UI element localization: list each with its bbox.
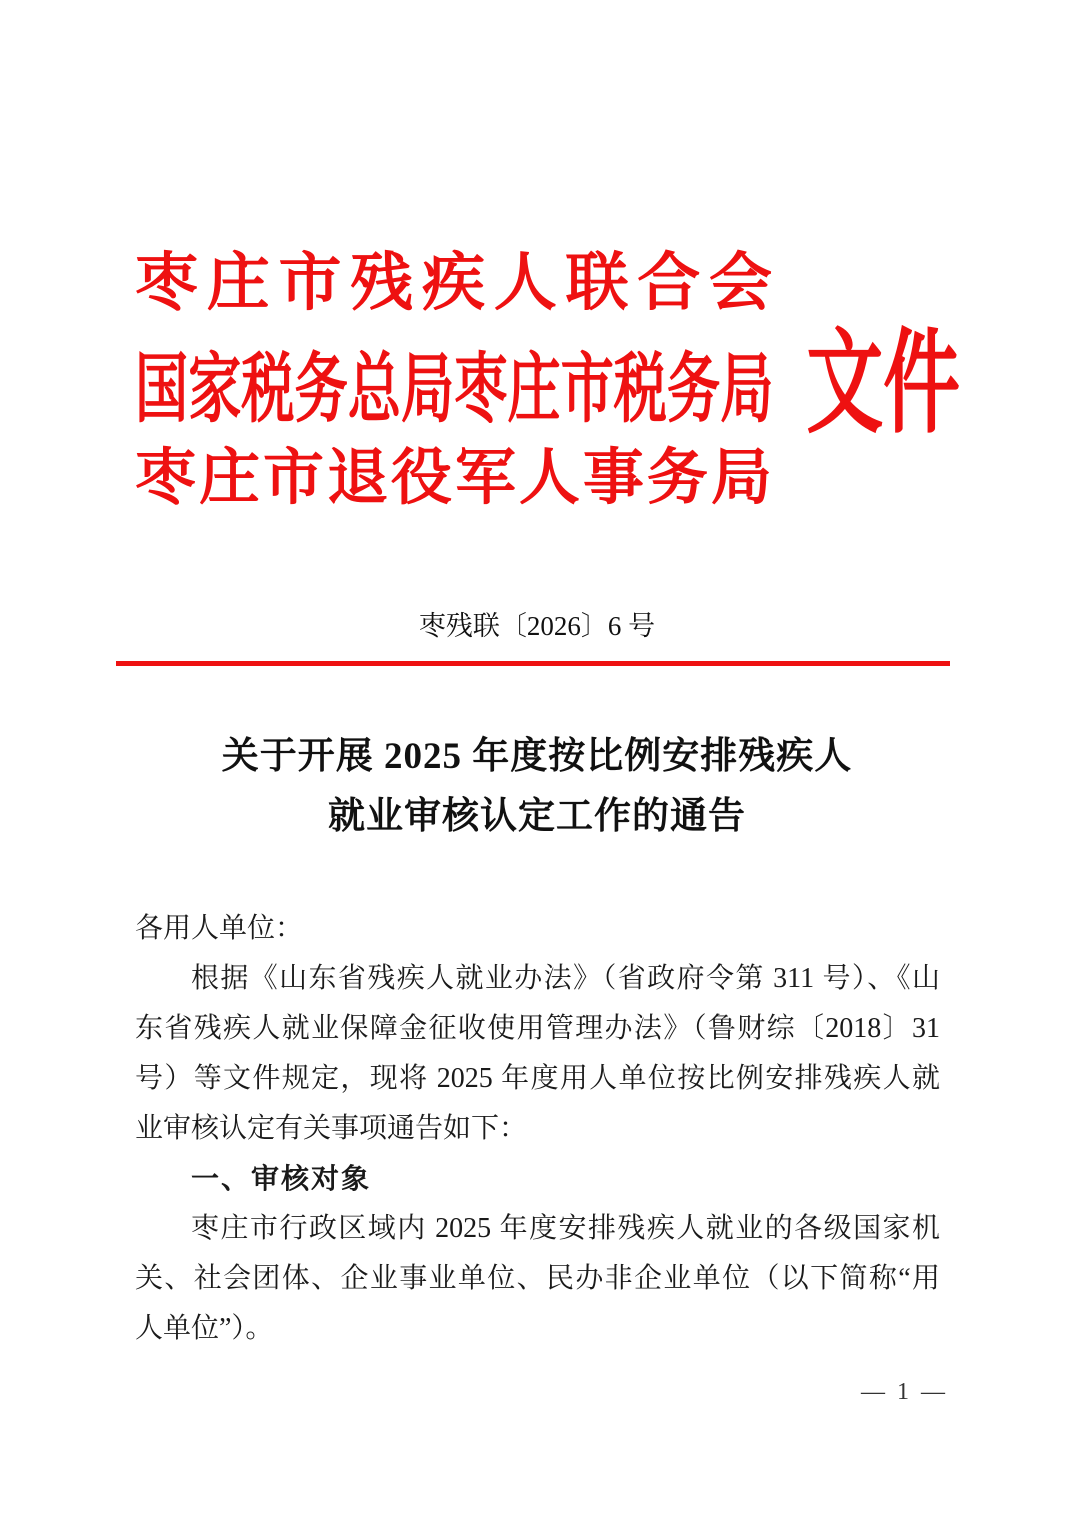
red-divider-line: [116, 661, 950, 666]
section-heading-audit-targets: 一、审核对象: [191, 1163, 372, 1194]
org-name-veterans-affairs-bureau: 枣 庄 市 退 役 军 人 事 务 局: [135, 445, 772, 512]
salutation: 各用人单位：: [135, 913, 304, 944]
paragraph-line: 业审核认定有关事项通告如下：: [135, 1113, 528, 1144]
paragraph-line: 关、社会团体、企业事业单位、民办非企业单位（以下简称“用: [135, 1263, 940, 1294]
page-number: — 1 —: [861, 1379, 948, 1405]
paragraph-line: 根据《山东省残疾人就业办法》（省政府令第 311 号）、《山: [191, 963, 940, 994]
org-name-tax-bureau-text: 国家税务总局枣庄市税务局: [135, 348, 774, 432]
org-name-disabled-persons-federation: 枣 庄 市 残 疾 人 联 合 会: [135, 248, 772, 318]
doc-type-label: [734, 322, 960, 447]
paragraph-line: 东省残疾人就业保障金征收使用管理办法》（鲁财综〔2018〕31: [135, 1013, 940, 1044]
doc-type-label-text: 文件: [806, 322, 960, 447]
body-text: [135, 904, 940, 1354]
paragraph-line: 号）等文件规定，现将 2025 年度用人单位按比例安排残疾人就: [135, 1063, 940, 1094]
org-name-tax-bureau: [135, 350, 772, 430]
paragraph-line: 人单位”）。: [135, 1313, 274, 1344]
document-title-line-2: 就业审核认定工作的通告: [328, 796, 746, 837]
paragraph-line: 枣庄市行政区域内 2025 年度安排残疾人就业的各级国家机: [191, 1213, 940, 1244]
red-letterhead: [135, 248, 772, 512]
document-title-line-1: 关于开展 2025 年度按比例安排残疾人: [221, 736, 853, 777]
document-title: [0, 727, 1074, 847]
doc-number: 枣残联〔2026〕6 号: [418, 611, 656, 641]
